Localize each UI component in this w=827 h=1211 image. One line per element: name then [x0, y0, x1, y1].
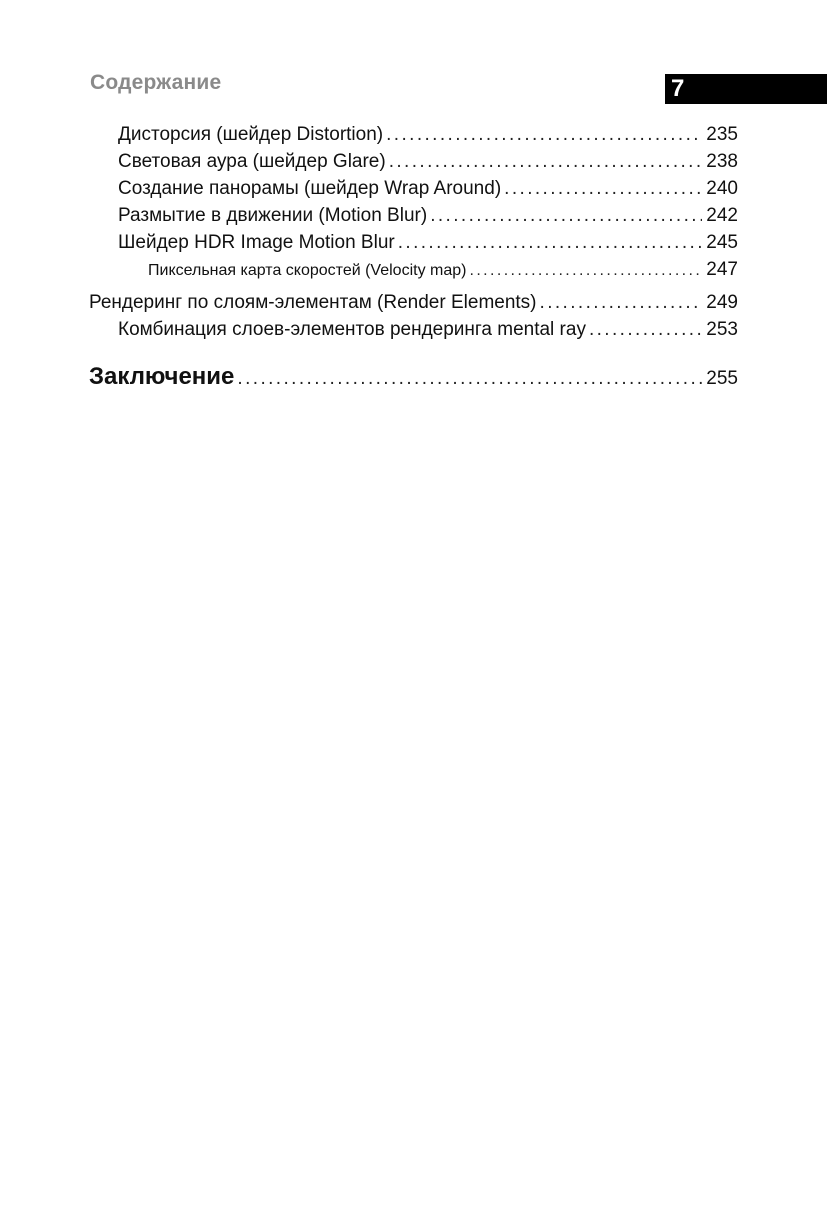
toc-entry-title: Комбинация слоев-элементов рендеринга mental ray — [118, 319, 586, 340]
toc-entry[interactable] — [118, 149, 738, 175]
toc-entry-page: 249 — [706, 292, 738, 313]
toc-entry-title: Световая аура (шейдер Glare) — [118, 151, 386, 172]
toc-leader-dots — [237, 363, 702, 395]
toc-entry[interactable] — [89, 290, 738, 316]
toc-entry[interactable] — [118, 203, 738, 229]
toc-entry-title: Дисторсия (шейдер Distortion) — [118, 124, 384, 145]
toc-entry-title: Шейдер HDR Image Motion Blur — [118, 232, 395, 253]
toc-entry[interactable] — [118, 122, 738, 148]
toc-entry-page: 235 — [706, 124, 738, 145]
toc-entry[interactable] — [118, 230, 738, 256]
toc-entry-page: 238 — [706, 151, 738, 172]
toc-leader-dots — [469, 258, 702, 284]
toc-leader-dots — [389, 149, 703, 175]
toc-entry-title: Размытие в движении (Motion Blur) — [118, 205, 428, 226]
toc-leader-dots — [386, 122, 702, 148]
running-head-title: Содержание — [90, 71, 222, 94]
toc-entry-title: Пиксельная карта скоростей (Velocity map) — [148, 262, 467, 279]
toc-entry-page: 255 — [706, 368, 738, 389]
page-number: 7 — [671, 75, 685, 102]
toc-entry-title: Рендеринг по слоям-элементам (Render Elements) — [89, 292, 537, 313]
toc-entry-page: 242 — [706, 205, 738, 226]
page-number-tab — [665, 74, 827, 104]
toc-entry-title: Заключение — [89, 363, 235, 390]
toc-entry-page: 253 — [706, 319, 738, 340]
toc-leader-dots — [540, 290, 703, 316]
toc-leader-dots — [589, 317, 702, 343]
toc-entry-page: 245 — [706, 232, 738, 253]
toc-leader-dots — [430, 203, 702, 229]
toc-leader-dots — [398, 230, 703, 256]
toc-entry-chapter[interactable] — [89, 361, 738, 393]
toc-entry-page: 240 — [706, 178, 738, 199]
toc-entry[interactable] — [148, 257, 738, 283]
toc-entry[interactable] — [118, 176, 738, 202]
toc-entry-title: Создание панорамы (шейдер Wrap Around) — [118, 178, 502, 199]
toc-leader-dots — [504, 176, 702, 202]
toc-entry[interactable] — [118, 317, 738, 343]
toc-entry-page: 247 — [706, 259, 738, 280]
